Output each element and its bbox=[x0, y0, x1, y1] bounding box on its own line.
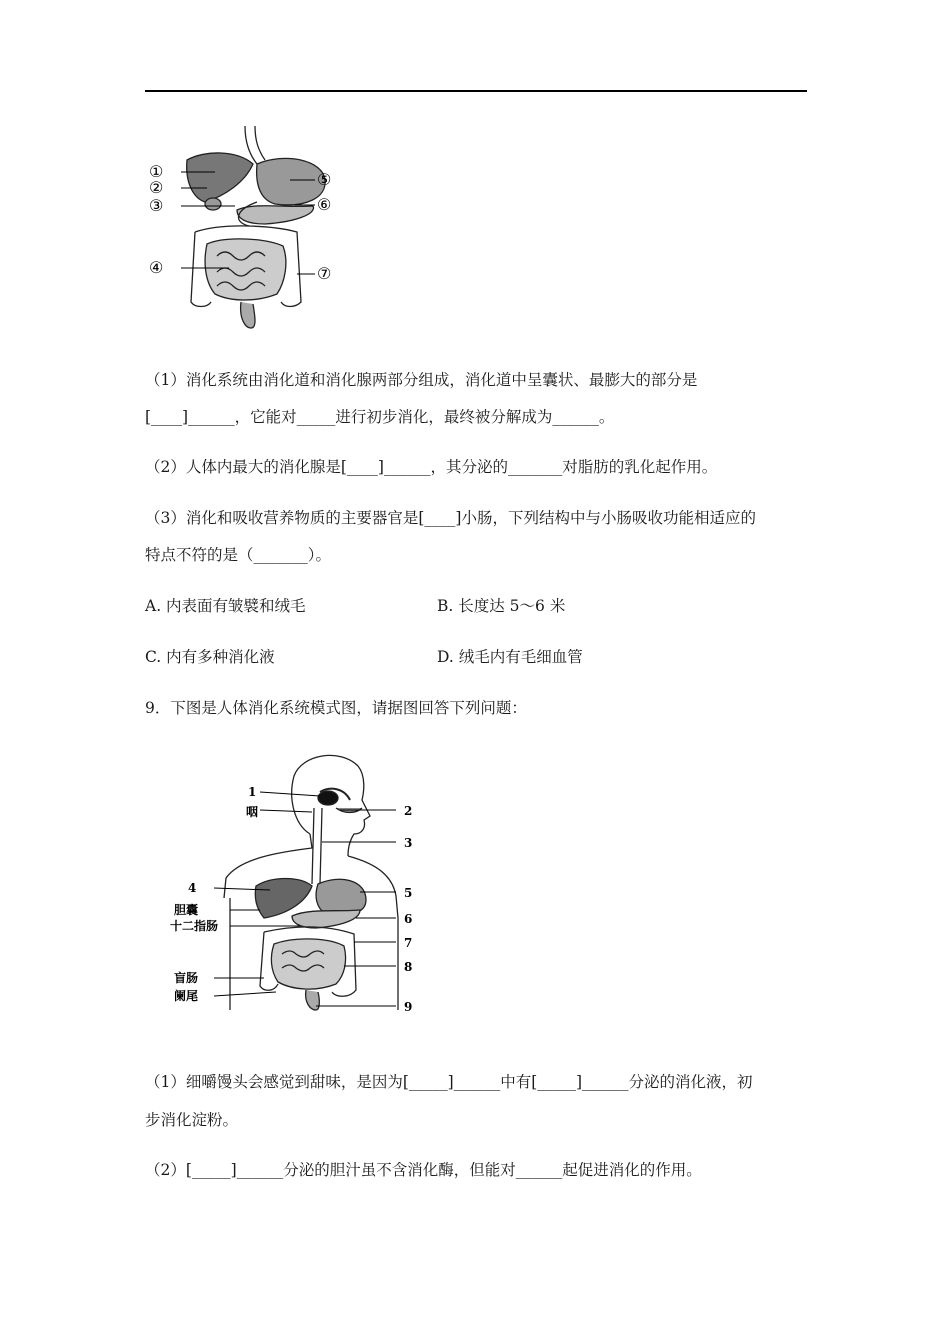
figure1-label-3: ③ bbox=[149, 196, 164, 215]
figure2-label-appendix: 阑尾 bbox=[174, 989, 199, 1003]
q8-option-a: A. 内表面有皱襞和绒毛 bbox=[145, 597, 306, 615]
q8-part1-line2: [____]______，它能对_____进行初步消化，最终被分解成为______。 bbox=[145, 408, 615, 426]
figure1-label-7: ⑦ bbox=[317, 264, 332, 283]
q9-part2: （2）[_____]______分泌的胆汁虽不含消化酶，但能对______起促进消化的作用。 bbox=[145, 1161, 702, 1179]
figure1-label-6: ⑥ bbox=[317, 195, 332, 214]
q9-part1-line1: （1）细嚼馒头会感觉到甜味，是因为[_____]______中有[_____]______分泌的消化液，初 bbox=[145, 1073, 753, 1091]
figure2-label-3: 3 bbox=[404, 836, 413, 850]
figure2-label-2: 2 bbox=[404, 804, 413, 818]
figure1-label-5: ⑤ bbox=[317, 170, 332, 189]
figure2-label-5: 5 bbox=[404, 886, 413, 900]
q8-part1-line1: （1）消化系统由消化道和消化腺两部分组成，消化道中呈囊状、最膨大的部分是 bbox=[145, 371, 698, 389]
q9-part1-line2: 步消化淀粉。 bbox=[145, 1111, 239, 1129]
figure2-label-6: 6 bbox=[404, 912, 413, 926]
figure2-label-gallbladder: 胆囊 bbox=[174, 903, 199, 917]
q8-option-c: C. 内有多种消化液 bbox=[145, 648, 275, 666]
figure2-label-9: 9 bbox=[404, 1000, 413, 1014]
figure2-label-8: 8 bbox=[404, 960, 413, 974]
figure1-label-2: ② bbox=[149, 178, 164, 197]
figure2-label-pharynx: 咽 bbox=[246, 805, 259, 819]
q8-option-d: D. 绒毛内有毛细血管 bbox=[437, 648, 583, 666]
figure2-label-cecum: 盲肠 bbox=[174, 971, 199, 985]
header-rule bbox=[145, 90, 807, 92]
q8-part3-line1: （3）消化和吸收营养物质的主要器官是[____]小肠，下列结构中与小肠吸收功能相适应的 bbox=[145, 509, 756, 527]
figure2-label-1: 1 bbox=[248, 785, 257, 799]
q8-part2: （2）人体内最大的消化腺是[____]______，其分泌的_______对脂肪的乳化起作用。 bbox=[145, 458, 718, 476]
digestive-figure-1 bbox=[145, 122, 350, 337]
figure1-label-1: ① bbox=[149, 162, 164, 181]
figure2-label-7: 7 bbox=[404, 936, 413, 950]
figure2-label-4: 4 bbox=[188, 881, 197, 895]
q8-option-b: B. 长度达 5～6 米 bbox=[437, 597, 566, 615]
digestive-figure-2 bbox=[160, 748, 440, 1018]
figure1-label-4: ④ bbox=[149, 258, 164, 277]
q8-part3-line2: 特点不符的是（_______）。 bbox=[145, 546, 332, 564]
figure2-label-duodenum: 十二指肠 bbox=[170, 919, 219, 933]
q9-stem: 9．下图是人体消化系统模式图，请据图回答下列问题： bbox=[145, 699, 527, 717]
